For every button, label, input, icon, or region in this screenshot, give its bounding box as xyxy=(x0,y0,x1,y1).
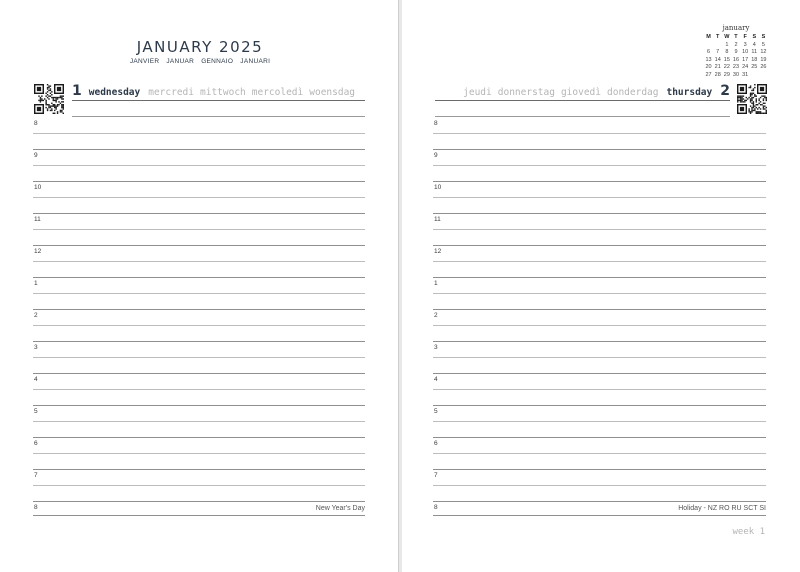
mini-weekday: T xyxy=(734,34,738,40)
hour-label: 9 xyxy=(434,152,438,159)
mini-date[interactable]: 22 xyxy=(723,64,730,70)
hour-label: 3 xyxy=(434,344,438,351)
holiday-label: New Year's Day xyxy=(315,505,365,512)
mini-week-row xyxy=(704,49,768,57)
mini-date[interactable]: 21 xyxy=(714,64,721,70)
hour-slot[interactable] xyxy=(433,181,766,213)
hour-slot[interactable] xyxy=(33,181,365,213)
mini-date[interactable]: 15 xyxy=(723,56,730,63)
mini-date[interactable]: 11 xyxy=(751,49,758,55)
hour-slot[interactable] xyxy=(33,277,365,309)
mini-date[interactable]: 24 xyxy=(742,64,749,70)
mini-date[interactable] xyxy=(759,72,768,80)
day-name: wednesday xyxy=(88,87,141,98)
day-translation: mittwoch xyxy=(200,87,246,98)
day-translation: jeudi xyxy=(463,87,492,98)
mini-calendar-title: january xyxy=(722,24,750,32)
month-translation: JANUARI xyxy=(240,58,271,65)
hour-slot[interactable] xyxy=(433,373,766,405)
mini-date[interactable]: 12 xyxy=(760,49,767,55)
mini-date[interactable]: 31 xyxy=(742,71,749,78)
day-header xyxy=(72,83,355,99)
mini-date[interactable]: 29 xyxy=(723,71,730,78)
day-translation: woensdag xyxy=(309,87,356,98)
hour-label: 10 xyxy=(434,184,442,191)
hour-label: 7 xyxy=(434,472,438,479)
mini-date[interactable]: 5 xyxy=(761,41,765,48)
day-header xyxy=(463,83,730,99)
mini-calendar-grid xyxy=(704,34,768,79)
mini-week-row xyxy=(704,57,768,65)
hour-slot[interactable] xyxy=(433,277,766,309)
mini-date[interactable]: 4 xyxy=(752,41,756,48)
hour-label: 11 xyxy=(34,216,41,223)
hour-slot[interactable] xyxy=(433,149,766,181)
mini-weekday: M xyxy=(706,34,711,40)
qr-code-icon[interactable] xyxy=(34,84,64,114)
hour-slot[interactable] xyxy=(33,469,365,501)
mini-date[interactable]: 13 xyxy=(705,56,712,63)
hour-label: 8 xyxy=(434,504,438,511)
day-translation: donnerstag xyxy=(497,87,555,98)
month-translation: GENNAIO xyxy=(201,58,234,65)
hour-label: 2 xyxy=(434,312,438,319)
left-page xyxy=(0,0,398,572)
hour-label: 5 xyxy=(434,408,438,415)
mini-date[interactable]: 6 xyxy=(707,49,711,55)
hour-label: 1 xyxy=(34,280,38,287)
hour-slot[interactable] xyxy=(33,213,365,245)
day-number: 1 xyxy=(72,83,82,99)
mini-date[interactable]: 16 xyxy=(732,56,740,63)
hour-label: 5 xyxy=(34,408,38,415)
hour-slot[interactable] xyxy=(433,213,766,245)
qr-code-icon[interactable] xyxy=(737,84,767,114)
mini-weekday: S xyxy=(752,34,757,40)
month-translation: JANVIER xyxy=(129,58,160,65)
hour-label: 11 xyxy=(434,216,441,223)
mini-week-row xyxy=(704,72,768,80)
day-translation: giovedì xyxy=(560,87,601,98)
hour-label: 6 xyxy=(434,440,438,447)
week-label: week 1 xyxy=(732,527,765,537)
hour-slot[interactable] xyxy=(433,405,766,437)
hour-label: 4 xyxy=(434,376,438,383)
mini-date[interactable]: 28 xyxy=(714,71,721,78)
hour-slot[interactable] xyxy=(433,437,766,469)
mini-date[interactable]: 8 xyxy=(725,49,729,55)
mini-date[interactable]: 19 xyxy=(760,56,767,63)
mini-date[interactable]: 10 xyxy=(742,49,749,55)
mini-weekday: F xyxy=(743,34,747,40)
mini-week-row xyxy=(704,64,768,72)
hour-label: 1 xyxy=(434,280,438,287)
mini-date[interactable]: 14 xyxy=(714,56,721,63)
mini-calendar xyxy=(704,24,768,79)
holiday-label: Holiday - NZ RO RU SCT SI xyxy=(678,505,766,512)
hour-slot[interactable] xyxy=(33,405,365,437)
hour-slot[interactable] xyxy=(33,245,365,277)
mini-date[interactable]: 25 xyxy=(751,64,758,70)
month-title: JANUARY 2025 xyxy=(136,38,264,56)
hour-slot[interactable] xyxy=(33,341,365,373)
hour-label: 2 xyxy=(34,312,38,319)
month-translation: JANUAR xyxy=(166,58,195,65)
header-rule xyxy=(435,100,730,101)
mini-date[interactable]: 18 xyxy=(751,56,758,63)
hour-label: 8 xyxy=(34,504,38,511)
hour-slot[interactable] xyxy=(433,341,766,373)
mini-date[interactable]: 27 xyxy=(705,71,712,78)
mini-week-row xyxy=(704,42,768,50)
mini-date[interactable]: 30 xyxy=(732,71,740,78)
hour-label: 8 xyxy=(434,120,438,127)
hour-label: 9 xyxy=(34,152,38,159)
hour-label: 8 xyxy=(34,120,38,127)
hour-label: 10 xyxy=(34,184,42,191)
hour-slot[interactable] xyxy=(433,117,766,149)
day-translation: donderdag xyxy=(607,87,659,98)
day-number: 2 xyxy=(720,83,730,99)
mini-date[interactable]: 20 xyxy=(705,64,712,70)
hour-slot[interactable] xyxy=(433,245,766,277)
hour-slot[interactable] xyxy=(433,309,766,341)
hour-label: 7 xyxy=(34,472,38,479)
mini-date[interactable]: 26 xyxy=(760,64,767,70)
mini-date[interactable] xyxy=(704,42,713,50)
month-translations xyxy=(100,58,300,65)
mini-weekday: T xyxy=(716,34,720,40)
hour-label: 4 xyxy=(34,376,38,383)
right-page xyxy=(401,0,800,572)
mini-weekday: W xyxy=(724,34,730,40)
day-name: thursday xyxy=(666,87,713,98)
mini-date[interactable] xyxy=(713,42,722,50)
hour-slot[interactable] xyxy=(33,149,365,181)
mini-date[interactable]: 3 xyxy=(743,41,747,48)
hour-slot[interactable] xyxy=(33,117,365,149)
hour-slot[interactable] xyxy=(33,309,365,341)
header-rule xyxy=(72,100,365,101)
hour-label: 12 xyxy=(434,248,442,255)
day-translation: mercoledì xyxy=(251,87,304,98)
mini-date[interactable] xyxy=(750,72,759,80)
day-translation: mercredi xyxy=(148,87,194,98)
mini-date[interactable]: 9 xyxy=(734,49,738,55)
hour-label: 6 xyxy=(34,440,38,447)
hour-slot[interactable] xyxy=(33,373,365,405)
mini-date[interactable]: 7 xyxy=(716,49,720,55)
hour-slot[interactable] xyxy=(433,469,766,501)
mini-date[interactable]: 17 xyxy=(742,56,749,63)
hour-label: 12 xyxy=(34,248,42,255)
hour-label: 3 xyxy=(34,344,38,351)
mini-weekday: S xyxy=(761,34,766,40)
mini-date[interactable]: 1 xyxy=(725,41,729,48)
mini-date[interactable]: 2 xyxy=(734,41,738,48)
mini-date[interactable]: 23 xyxy=(732,64,740,70)
hour-slot[interactable] xyxy=(33,437,365,469)
